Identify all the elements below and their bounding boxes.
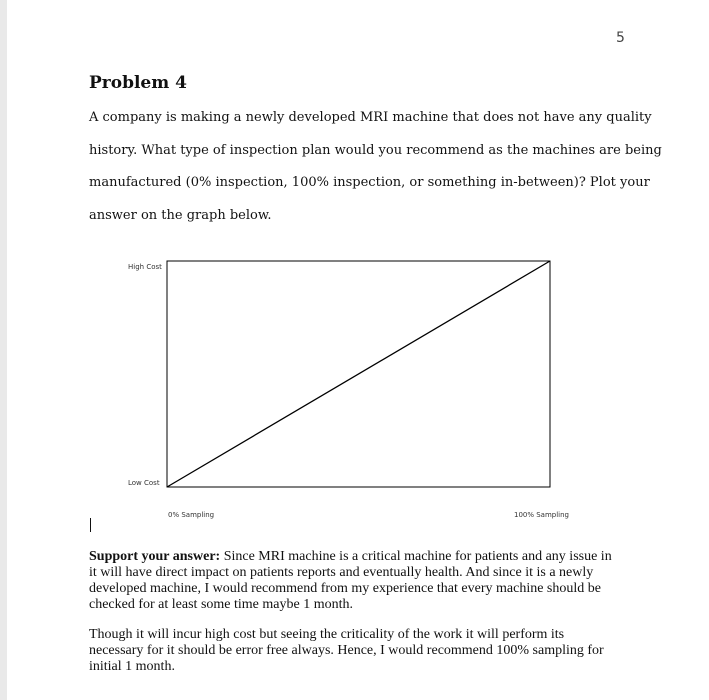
text-cursor	[90, 518, 91, 532]
question-line-2: history. What type of inspection plan would you recommend as the machines are being	[89, 143, 662, 158]
y-label-high-cost: High Cost	[128, 263, 162, 271]
page-number: 5	[616, 30, 625, 46]
answer-label: Support your answer:	[89, 549, 221, 564]
x-label-0-sampling: 0% Sampling	[168, 511, 215, 519]
cost-chart	[110, 252, 590, 527]
y-label-low-cost: Low Cost	[128, 479, 160, 487]
answer-paragraph-2: Though it will incur high cost but seeing the criticality of the work it will perform its necessary for it should be error free always. Hence, I would recommend 100% sampling for initial 1 month.	[89, 627, 604, 674]
x-label-100-sampling: 100% Sampling	[514, 511, 570, 519]
cost-chart-svg	[110, 252, 590, 527]
answer-text-1: Since MRI machine is a critical machine for patients and any issue in it will have direct impact on patients reports and eventually health. And since it is a newly developed machine, I would recommend from my experience that every machine should be checked for at least some time maybe 1 month.	[89, 549, 612, 612]
question-line-1: A company is making a newly developed MRI machine that does not have any quality	[89, 110, 652, 125]
problem-heading: Problem 4	[89, 73, 187, 93]
answer-paragraph-1	[89, 549, 621, 613]
question-line-4: answer on the graph below.	[89, 208, 272, 223]
page-edge	[0, 0, 7, 700]
question-line-3: manufactured (0% inspection, 100% inspection, or something in-between)? Plot your	[89, 175, 650, 190]
